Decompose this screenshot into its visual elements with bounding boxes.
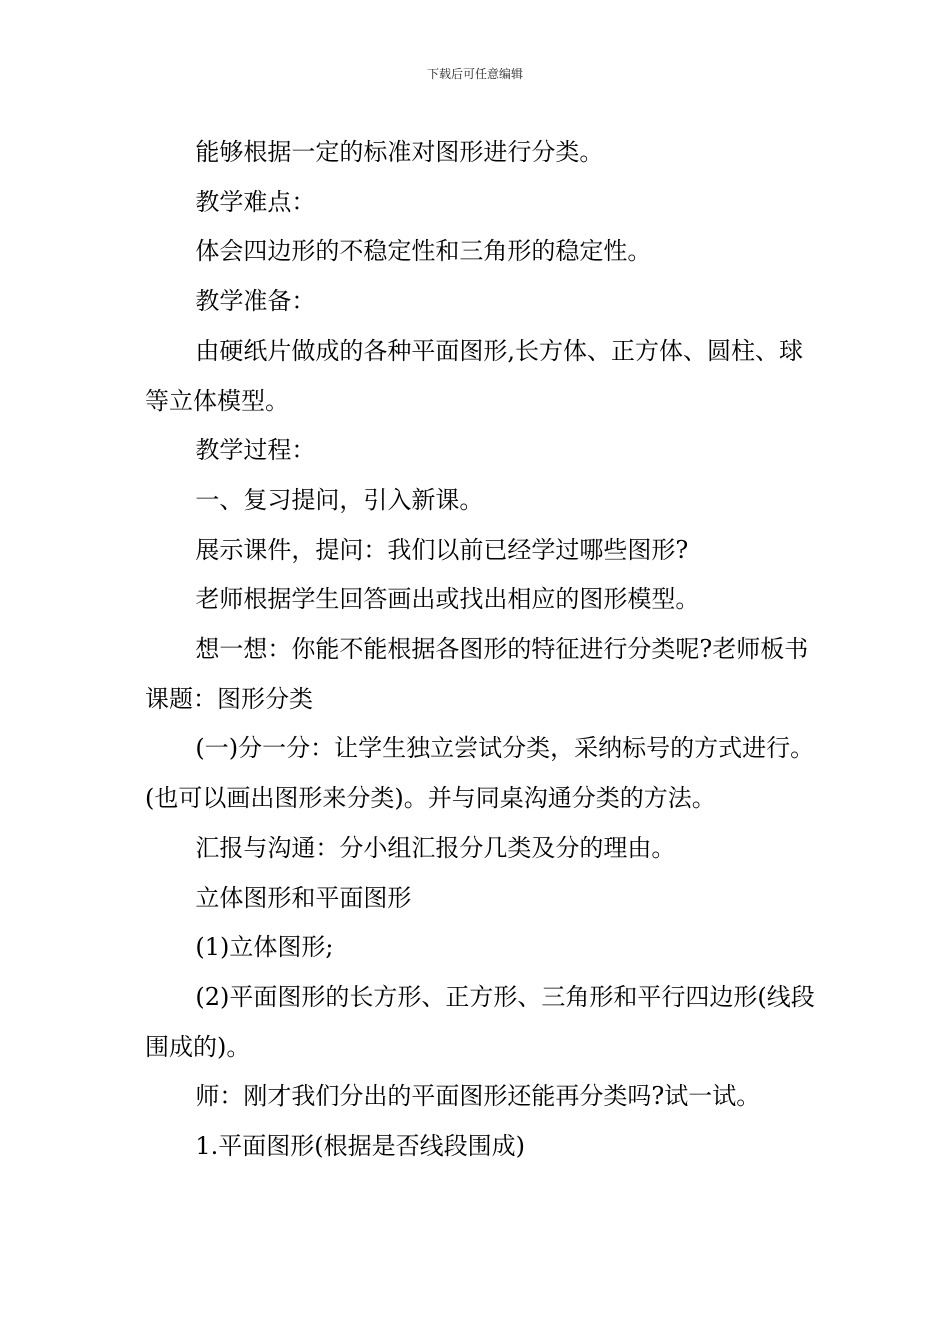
page-header: 下载后可任意编辑 [426,67,523,81]
paragraph-11: (一)分一分：让学生独立尝试分类，采纳标号的方式进行。(也可以画出图形来分类)。并与同桌沟通分类的方法。 [145,734,815,813]
paragraph-1: 能够根据一定的标准对图形进行分类。 [195,138,604,166]
paragraph-16: 师：刚才我们分出的平面图形还能再分类吗?试一试。 [195,1082,761,1111]
paragraph-5: 由硬纸片做成的各种平面图形,长方体、正方体、圆柱、球等立体模型。 [145,336,804,415]
paragraph-13: 立体图形和平面图形 [195,883,412,912]
paragraph-10: 想一想：你能不能根据各图形的特征进行分类呢?老师板书课题：图形分类 [145,635,809,713]
paragraph-12: 汇报与沟通：分小组汇报分几类及分的理由。 [195,833,676,862]
paragraph-3: 体会四边形的不稳定性和三角形的稳定性。 [195,237,652,266]
paragraph-17: 1.平面图形(根据是否线段围成) [195,1132,526,1161]
paragraph-8: 展示课件，提问：我们以前已经学过哪些图形? [195,535,689,564]
paragraph-14: (1)立体图形; [195,933,334,962]
paragraph-2: 教学难点： [195,187,316,216]
paragraph-7: 一、复习提问，引入新课。 [195,485,484,514]
document-body [145,128,820,1172]
paragraph-9: 老师根据学生回答画出或找出相应的图形模型。 [195,585,700,614]
paragraph-4: 教学准备： [195,287,316,316]
paragraph-6: 教学过程： [195,436,316,465]
paragraph-15: (2)平面图形的长方形、正方形、三角形和平行四边形(线段围成的)。 [145,982,815,1061]
